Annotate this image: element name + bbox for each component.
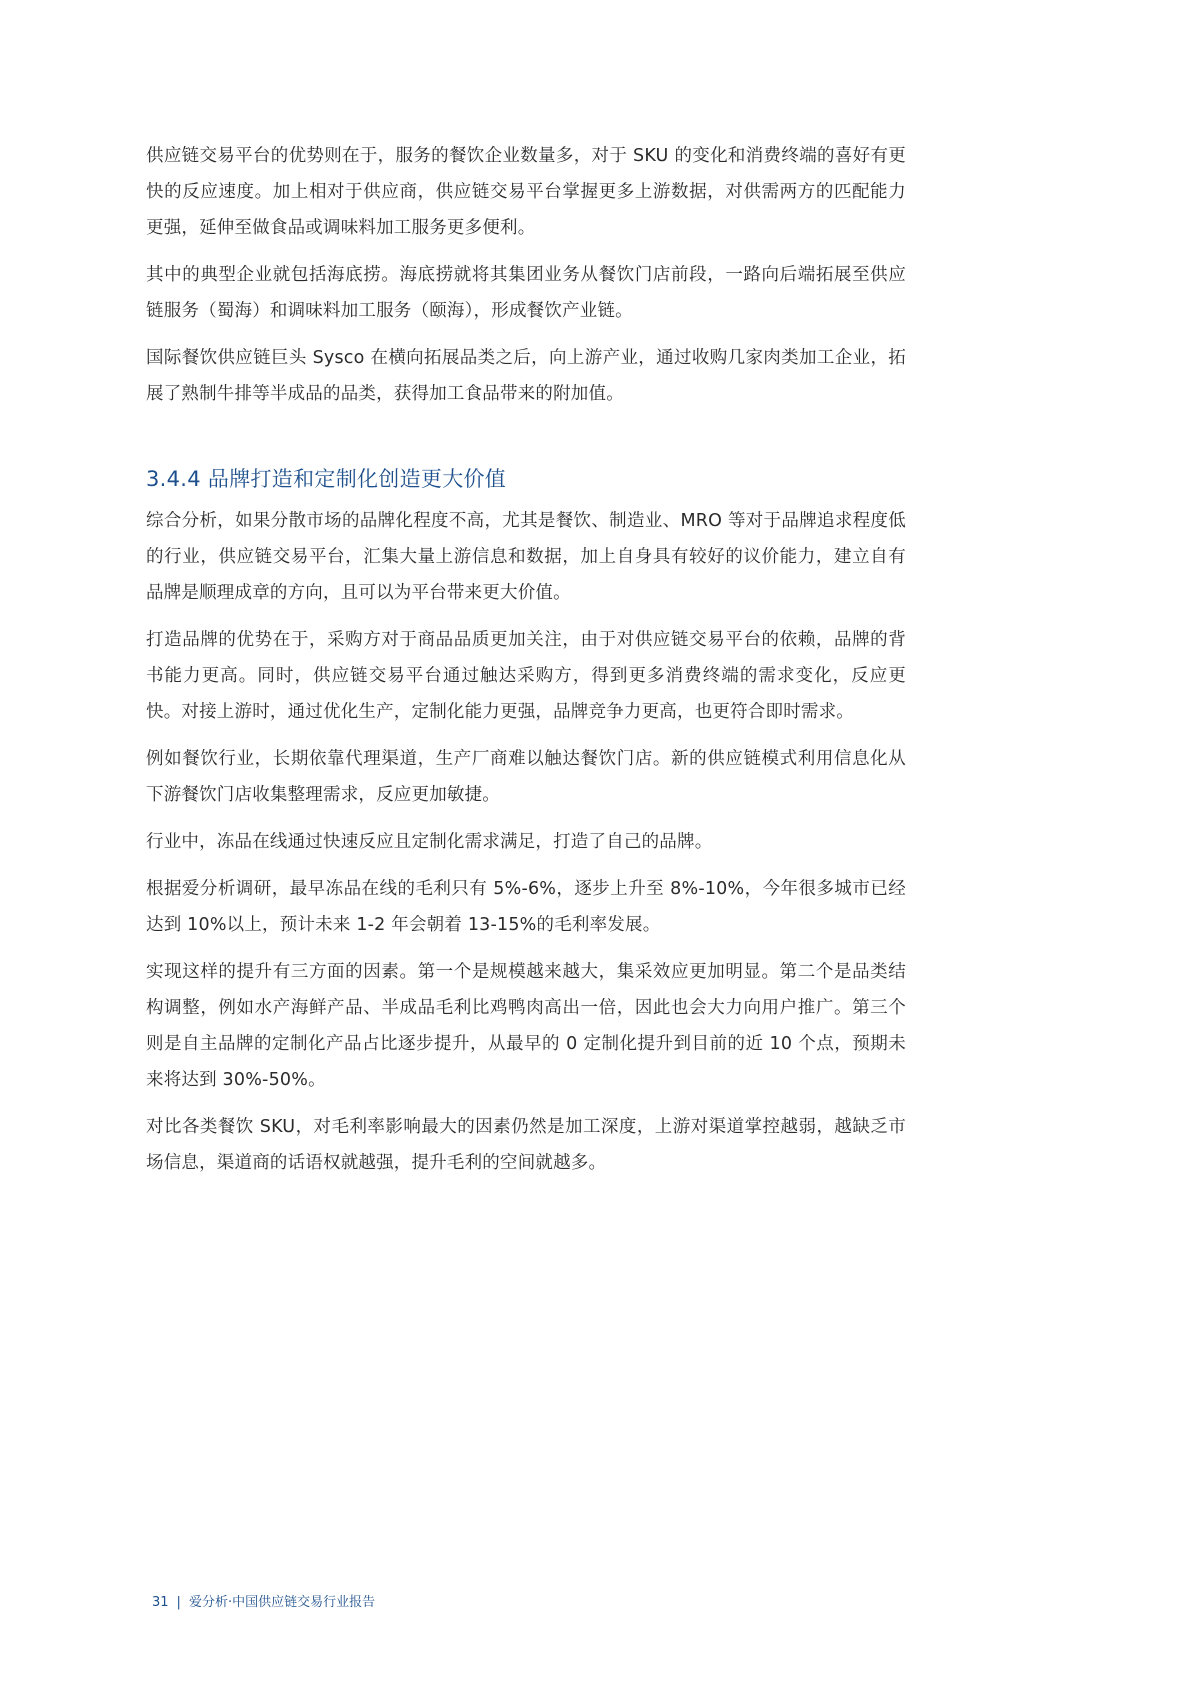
page-footer — [152, 1594, 375, 1612]
paragraph-brand-advantage: 打造品牌的优势在于，采购方对于商品品质更加关注，由于对供应链交易平台的依赖，品牌的背书能力更高。同时，供应链交易平台通过触达采购方，得到更多消费终端的需求变化，反应更快。对接上游时，通过优化生产，定制化能力更强，品牌竞争力更高，也更符合即时需求。 — [146, 630, 906, 722]
report-title: 爱分析·中国供应链交易行业报告 — [188, 1595, 376, 1610]
paragraph-catering-example: 例如餐饮行业，长期依靠代理渠道，生产厂商难以触达餐饮门店。新的供应链模式利用信息化从下游餐饮门店收集整理需求，反应更加敏捷。 — [146, 749, 906, 805]
footer-separator: | — [176, 1595, 181, 1610]
paragraph-margin-data: 根据爱分析调研，最早冻品在线的毛利只有 5%-6%，逐步上升至 8%-10%，今年很多城市已经达到 10%以上，预计未来 1-2 年会朝着 13-15%的毛利率发展。 — [146, 879, 906, 935]
paragraph-haidilao-example: 其中的典型企业就包括海底捞。海底捞就将其集团业务从餐饮门店前段，一路向后端拓展至供应链服务（蜀海）和调味料加工服务（颐海），形成餐饮产业链。 — [146, 265, 906, 321]
page-number: 31 — [152, 1595, 169, 1610]
section-heading: 3.4.4 品牌打造和定制化创造更大价值 — [146, 467, 507, 491]
paragraph-overview: 综合分析，如果分散市场的品牌化程度不高，尤其是餐饮、制造业、MRO 等对于品牌追求程度低的行业，供应链交易平台，汇集大量上游信息和数据，加上自身具有较好的议价能力，建立自有品牌是顺理成章的方向，且可以为平台带来更大价值。 — [146, 511, 906, 603]
paragraph-three-factors: 实现这样的提升有三方面的因素。第一个是规模越来越大，集采效应更加明显。第二个是品类结构调整，例如水产海鲜产品、半成品毛利比鸡鸭肉高出一倍，因此也会大力向用户推广。第三个则是自主品牌的定制化产品占比逐步提升，从最早的 0 定制化提升到目前的近 10 个点，预期未来将达到 30%-50%。 — [146, 962, 906, 1090]
paragraph-platform-advantage: 供应链交易平台的优势则在于，服务的餐饮企业数量多，对于 SKU 的变化和消费终端的喜好有更快的反应速度。加上相对于供应商，供应链交易平台掌握更多上游数据，对供需两方的匹配能力更强，延伸至做食品或调味料加工服务更多便利。 — [146, 146, 906, 238]
paragraph-frozen-food-brand: 行业中，冻品在线通过快速反应且定制化需求满足，打造了自己的品牌。 — [146, 832, 713, 852]
paragraph-processing-depth: 对比各类餐饮 SKU，对毛利率影响最大的因素仍然是加工深度，上游对渠道掌控越弱，越缺乏市场信息，渠道商的话语权就越强，提升毛利的空间就越多。 — [146, 1117, 906, 1173]
document-body — [146, 138, 906, 1192]
paragraph-sysco-example: 国际餐饮供应链巨头 Sysco 在横向拓展品类之后，向上游产业，通过收购几家肉类加工企业，拓展了熟制牛排等半成品的品类，获得加工食品带来的附加值。 — [146, 348, 906, 404]
